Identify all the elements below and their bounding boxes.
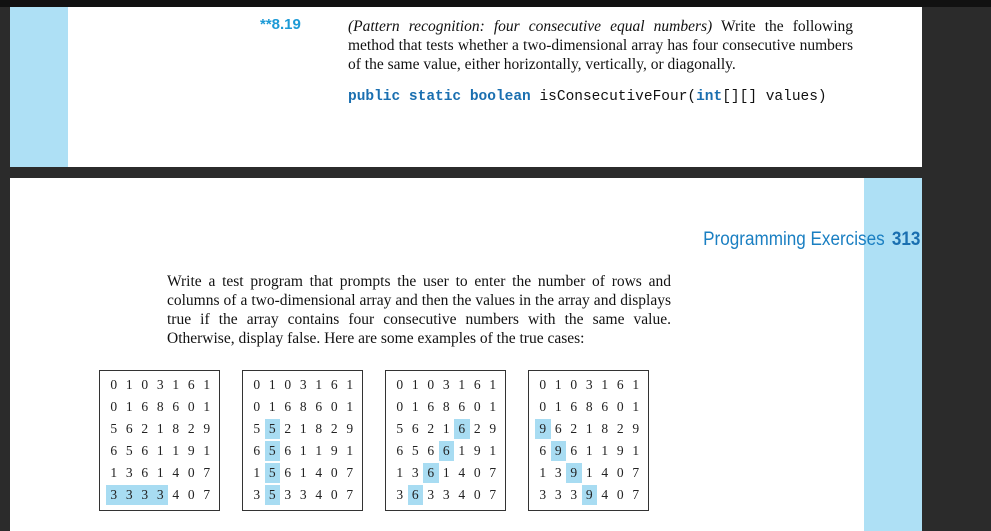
grid-cell: 6	[554, 421, 562, 436]
grid-cell: 1	[125, 377, 133, 392]
grid-row	[535, 463, 644, 483]
grid-cell: 0	[330, 399, 338, 414]
grid-cell: 5	[411, 443, 419, 458]
grid-cell: 1	[346, 377, 354, 392]
grid-cell: 6	[396, 443, 404, 458]
grid-cell: 6	[616, 377, 624, 392]
grid-row	[535, 397, 644, 417]
grid-cell: 4	[315, 465, 323, 480]
grid-cell: 6	[427, 399, 435, 414]
grid-cell: 1	[396, 465, 404, 480]
grid-cell: 1	[411, 399, 419, 414]
grid-cell: 8	[585, 399, 593, 414]
grid-cell: 0	[396, 377, 404, 392]
grid-cell: 6	[330, 377, 338, 392]
grid-cell: 6	[411, 421, 419, 436]
grid-cell: 1	[156, 465, 164, 480]
grid-cell: 1	[315, 377, 323, 392]
grid-cell: 1	[253, 465, 261, 480]
grid-cell: 4	[172, 487, 180, 502]
grid-cell-highlighted: 9	[582, 485, 598, 505]
grid-cell-highlighted: 5	[265, 463, 281, 483]
grid-cell: 6	[141, 443, 149, 458]
grid-cell: 1	[489, 399, 497, 414]
grid-cell: 1	[632, 377, 640, 392]
method-signature	[348, 89, 827, 105]
grid-cell: 2	[330, 421, 338, 436]
grid-cell: 4	[458, 465, 466, 480]
grid-cell: 1	[458, 377, 466, 392]
grid-cell: 6	[570, 399, 578, 414]
grid-cell: 1	[601, 443, 609, 458]
grid-cell: 5	[125, 443, 133, 458]
grid-cell: 1	[299, 443, 307, 458]
grid-cell-highlighted: 9	[535, 419, 551, 439]
method-params: [][] values)	[722, 89, 827, 105]
grid-row	[249, 463, 358, 483]
grid-cell: 3	[396, 487, 404, 502]
grid-cell: 0	[427, 377, 435, 392]
grid-cell: 1	[489, 377, 497, 392]
grid-cell: 6	[284, 465, 292, 480]
grid-cell: 7	[632, 465, 640, 480]
grid-row	[106, 485, 215, 505]
grid-cell: 0	[473, 465, 481, 480]
grid-cell: 1	[268, 399, 276, 414]
grid-row	[249, 397, 358, 417]
grid-cell: 1	[203, 377, 211, 392]
grid-cell: 7	[489, 465, 497, 480]
grid-row	[249, 375, 358, 395]
grid-row	[535, 419, 644, 439]
grid-cell: 1	[172, 443, 180, 458]
grid-cell: 6	[141, 399, 149, 414]
grid-cell: 6	[473, 377, 481, 392]
grid-cell: 0	[616, 399, 624, 414]
grid-cell: 9	[616, 443, 624, 458]
grid-row	[106, 375, 215, 395]
grid-row	[249, 485, 358, 505]
grid-cell: 5	[396, 421, 404, 436]
grid-row	[535, 375, 644, 395]
grid-cell: 1	[125, 399, 133, 414]
grid-cell: 7	[632, 487, 640, 502]
grid-cell: 6	[187, 377, 195, 392]
grid-row	[106, 419, 215, 439]
grid-cell: 2	[427, 421, 435, 436]
top-bar	[0, 0, 991, 7]
exercise-description	[348, 17, 853, 74]
grid-cell: 1	[585, 421, 593, 436]
grid-cell: 6	[458, 399, 466, 414]
keyword-public: public	[348, 89, 401, 105]
grid-row	[392, 463, 501, 483]
grid-cell: 1	[156, 443, 164, 458]
grid-cell: 0	[616, 465, 624, 480]
example-grid-4	[528, 370, 649, 511]
grid-cell: 1	[299, 465, 307, 480]
grid-cell: 1	[632, 399, 640, 414]
exercise-body: Write the following method that tests whether a two-dimensional array has four consecutive numbers of the same value, either horizontally, vertically, or diagonally.	[348, 18, 853, 73]
grid-cell: 6	[253, 443, 261, 458]
grid-row	[535, 441, 644, 461]
grid-cell: 8	[315, 421, 323, 436]
grid-cell: 1	[315, 443, 323, 458]
grid-cell-highlighted: 3	[153, 485, 169, 505]
grid-cell: 3	[442, 487, 450, 502]
grid-row	[392, 419, 501, 439]
example-grid-3	[385, 370, 506, 511]
grid-row	[106, 463, 215, 483]
grid-cell: 1	[601, 377, 609, 392]
grid-row	[249, 441, 358, 461]
exercise-number: **8.19	[260, 16, 301, 33]
grid-cell: 9	[346, 421, 354, 436]
grid-cell: 6	[427, 443, 435, 458]
grid-cell: 3	[427, 487, 435, 502]
grid-cell: 1	[554, 377, 562, 392]
grid-cell: 6	[141, 465, 149, 480]
grid-cell: 9	[473, 443, 481, 458]
grid-cell-highlighted: 6	[454, 419, 470, 439]
grid-cell: 3	[156, 377, 164, 392]
method-name: isConsecutiveFour(	[539, 89, 697, 105]
grid-cell: 3	[411, 465, 419, 480]
grid-cell: 1	[632, 443, 640, 458]
grid-cell: 0	[396, 399, 404, 414]
grid-cell: 1	[346, 399, 354, 414]
grid-cell: 7	[489, 487, 497, 502]
page-sidebar-left	[10, 7, 68, 167]
grid-cell: 7	[346, 465, 354, 480]
page-number: 313	[891, 229, 920, 250]
grid-cell: 9	[489, 421, 497, 436]
grid-cell: 1	[442, 465, 450, 480]
grid-cell: 2	[570, 421, 578, 436]
grid-cell: 1	[585, 443, 593, 458]
grid-cell: 1	[203, 443, 211, 458]
grid-cell: 0	[110, 399, 118, 414]
grid-row	[106, 397, 215, 417]
grid-cell: 2	[616, 421, 624, 436]
grid-cell: 4	[172, 465, 180, 480]
grid-cell: 8	[299, 399, 307, 414]
grid-cell-highlighted: 3	[137, 485, 153, 505]
grid-row	[392, 375, 501, 395]
grid-cell: 1	[489, 443, 497, 458]
running-header	[703, 229, 920, 251]
grid-cell: 3	[554, 465, 562, 480]
body-paragraph: Write a test program that prompts the user to enter the number of rows and columns of a two-dimensional array and then the values in the array and displays true if the array contains four consecutive numbers with the same value. Otherwise, display false. Here are some examples of the true cases:	[167, 273, 671, 347]
grid-cell: 4	[315, 487, 323, 502]
grid-cell: 8	[601, 421, 609, 436]
grid-cell: 0	[187, 399, 195, 414]
header-title: Programming Exercises	[702, 229, 885, 250]
grid-cell: 6	[570, 443, 578, 458]
grid-cell: 7	[346, 487, 354, 502]
grid-cell: 0	[187, 465, 195, 480]
grid-cell: 6	[284, 399, 292, 414]
grid-cell: 6	[110, 443, 118, 458]
grid-cell: 4	[601, 487, 609, 502]
grid-cell: 0	[616, 487, 624, 502]
grid-cell: 3	[570, 487, 578, 502]
grid-cell: 1	[110, 465, 118, 480]
grid-cell-highlighted: 5	[265, 419, 281, 439]
grid-row	[392, 485, 501, 505]
grid-cell-highlighted: 5	[265, 441, 281, 461]
grid-cell: 9	[203, 421, 211, 436]
grid-cell: 8	[172, 421, 180, 436]
grid-cell: 3	[299, 377, 307, 392]
grid-cell: 3	[299, 487, 307, 502]
grid-cell: 0	[539, 399, 547, 414]
grid-row	[392, 441, 501, 461]
grid-cell: 5	[253, 421, 261, 436]
grid-cell: 0	[284, 377, 292, 392]
grid-cell-highlighted: 6	[423, 463, 439, 483]
grid-cell: 0	[187, 487, 195, 502]
grid-cell: 0	[110, 377, 118, 392]
keyword-static: static	[408, 89, 462, 105]
example-grid-1	[99, 370, 220, 511]
grid-cell: 9	[632, 421, 640, 436]
grid-cell: 7	[203, 465, 211, 480]
grid-cell: 8	[442, 399, 450, 414]
grid-cell: 0	[570, 377, 578, 392]
grid-cell: 6	[172, 399, 180, 414]
grid-cell: 3	[554, 487, 562, 502]
grid-cell: 3	[253, 487, 261, 502]
grid-cell-highlighted: 3	[106, 485, 122, 505]
grid-cell: 6	[125, 421, 133, 436]
grid-cell: 9	[330, 443, 338, 458]
grid-cell-highlighted: 9	[551, 441, 567, 461]
grid-cell-highlighted: 9	[566, 463, 582, 483]
grid-cell: 0	[253, 377, 261, 392]
grid-cell: 6	[284, 443, 292, 458]
grid-cell: 0	[473, 487, 481, 502]
grid-cell: 6	[315, 399, 323, 414]
grid-cell: 1	[299, 421, 307, 436]
grid-row	[106, 441, 215, 461]
grid-cell: 1	[458, 443, 466, 458]
grid-cell: 0	[539, 377, 547, 392]
grid-cell: 3	[125, 465, 133, 480]
grid-row	[392, 397, 501, 417]
grid-cell: 8	[156, 399, 164, 414]
grid-row	[249, 419, 358, 439]
grid-cell-highlighted: 3	[122, 485, 138, 505]
grid-cell: 6	[539, 443, 547, 458]
grid-cell: 0	[253, 399, 261, 414]
exercise-title: (Pattern recognition: four consecutive equal numbers)	[348, 18, 713, 35]
grid-cell: 1	[156, 421, 164, 436]
grid-cell: 1	[585, 465, 593, 480]
grid-cell: 3	[585, 377, 593, 392]
grid-cell: 0	[141, 377, 149, 392]
keyword-boolean: boolean	[469, 89, 531, 105]
grid-cell: 3	[442, 377, 450, 392]
grid-cell: 1	[442, 421, 450, 436]
grid-cell: 2	[141, 421, 149, 436]
grid-cell: 0	[330, 465, 338, 480]
grid-cell: 2	[284, 421, 292, 436]
grid-cell: 0	[330, 487, 338, 502]
keyword-int: int	[696, 89, 723, 105]
grid-cell-highlighted: 6	[439, 441, 455, 461]
grid-cell: 6	[601, 399, 609, 414]
grid-cell: 1	[346, 443, 354, 458]
grid-cell: 1	[539, 465, 547, 480]
grid-cell: 2	[473, 421, 481, 436]
grid-cell: 5	[110, 421, 118, 436]
grid-cell: 1	[203, 399, 211, 414]
grid-cell: 4	[458, 487, 466, 502]
grid-cell: 1	[268, 377, 276, 392]
grid-cell: 1	[172, 377, 180, 392]
grid-cell: 3	[284, 487, 292, 502]
grid-cell: 9	[187, 443, 195, 458]
grid-cell: 7	[203, 487, 211, 502]
grid-cell-highlighted: 6	[408, 485, 424, 505]
example-grid-2	[242, 370, 363, 511]
grid-cell: 2	[187, 421, 195, 436]
grid-cell: 4	[601, 465, 609, 480]
grid-row	[535, 485, 644, 505]
grid-cell-highlighted: 5	[265, 485, 281, 505]
grid-cell: 0	[473, 399, 481, 414]
grid-cell: 1	[554, 399, 562, 414]
grid-cell: 3	[539, 487, 547, 502]
grid-cell: 1	[411, 377, 419, 392]
